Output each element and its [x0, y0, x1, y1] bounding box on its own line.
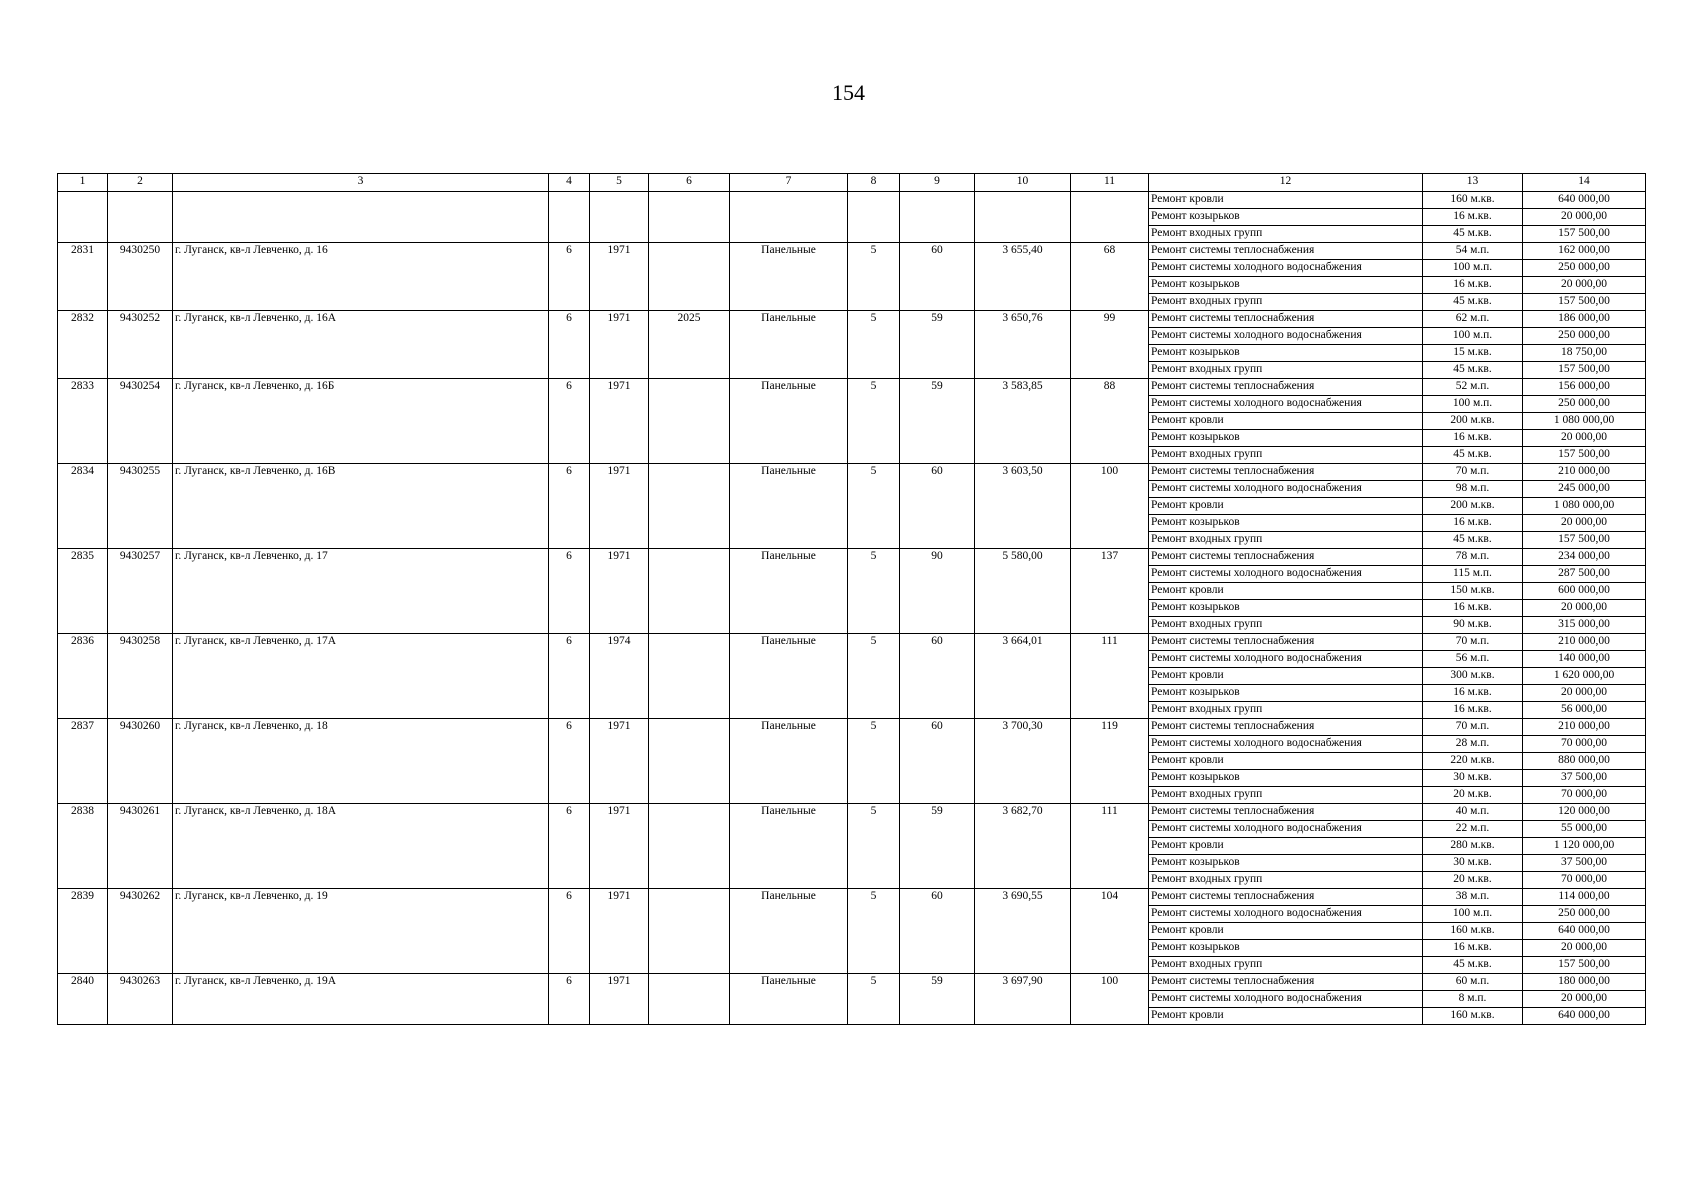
col-11-value: 68	[1071, 243, 1149, 311]
work-name: Ремонт входных групп	[1149, 447, 1423, 464]
work-name: Ремонт козырьков	[1149, 855, 1423, 872]
wall-material: Панельные	[730, 379, 848, 464]
work-name: Ремонт системы холодного водоснабжения	[1149, 566, 1423, 583]
work-cost: 640 000,00	[1523, 923, 1646, 940]
col-4-value: 6	[549, 634, 590, 719]
built-year: 1971	[590, 379, 649, 464]
table-row	[58, 889, 1646, 906]
column-number-3: 3	[173, 174, 549, 192]
work-name: Ремонт системы холодного водоснабжения	[1149, 906, 1423, 923]
floors-count: 5	[848, 804, 900, 889]
building-address: г. Луганск, кв-л Левченко, д. 16	[173, 243, 549, 311]
work-name: Ремонт системы теплоснабжения	[1149, 243, 1423, 260]
building-code: 9430261	[108, 804, 173, 889]
built-year: 1971	[590, 804, 649, 889]
total-area: 3 655,40	[975, 243, 1071, 311]
building-address: г. Луганск, кв-л Левченко, д. 19	[173, 889, 549, 974]
building-address: г. Луганск, кв-л Левченко, д. 16А	[173, 311, 549, 379]
work-name: Ремонт входных групп	[1149, 872, 1423, 889]
col-6-value	[649, 889, 730, 974]
wall-material: Панельные	[730, 311, 848, 379]
building-address: г. Луганск, кв-л Левченко, д. 17А	[173, 634, 549, 719]
work-name: Ремонт системы теплоснабжения	[1149, 804, 1423, 821]
work-name: Ремонт входных групп	[1149, 957, 1423, 974]
work-name: Ремонт кровли	[1149, 753, 1423, 770]
page-number: 154	[832, 80, 865, 105]
built-year: 1971	[590, 311, 649, 379]
built-year: 1971	[590, 243, 649, 311]
col-4-value: 6	[549, 243, 590, 311]
work-name: Ремонт системы холодного водоснабжения	[1149, 821, 1423, 838]
work-quantity: 30 м.кв.	[1423, 855, 1523, 872]
work-cost: 18 750,00	[1523, 345, 1646, 362]
work-cost: 157 500,00	[1523, 362, 1646, 379]
col-9-value: 60	[900, 243, 975, 311]
work-name: Ремонт кровли	[1149, 498, 1423, 515]
col-4-value: 6	[549, 974, 590, 1025]
work-cost: 157 500,00	[1523, 447, 1646, 464]
table-row	[58, 719, 1646, 736]
work-name: Ремонт кровли	[1149, 1008, 1423, 1025]
building-code: 9430257	[108, 549, 173, 634]
work-quantity: 45 м.кв.	[1423, 957, 1523, 974]
wall-material: Панельные	[730, 719, 848, 804]
table-row	[58, 464, 1646, 481]
col-9-value: 90	[900, 549, 975, 634]
table-row	[58, 311, 1646, 328]
building-address: г. Луганск, кв-л Левченко, д. 16Б	[173, 379, 549, 464]
work-quantity: 280 м.кв.	[1423, 838, 1523, 855]
col-9-value: 60	[900, 464, 975, 549]
work-quantity: 70 м.п.	[1423, 464, 1523, 481]
work-quantity: 300 м.кв.	[1423, 668, 1523, 685]
col-11-value: 111	[1071, 634, 1149, 719]
work-quantity: 8 м.п.	[1423, 991, 1523, 1008]
work-quantity: 62 м.п.	[1423, 311, 1523, 328]
column-number-12: 12	[1149, 174, 1423, 192]
floors-count: 5	[848, 719, 900, 804]
work-name: Ремонт козырьков	[1149, 345, 1423, 362]
work-quantity: 16 м.кв.	[1423, 702, 1523, 719]
work-name: Ремонт кровли	[1149, 413, 1423, 430]
work-cost: 157 500,00	[1523, 226, 1646, 243]
total-area: 3 700,30	[975, 719, 1071, 804]
floors-count: 5	[848, 549, 900, 634]
column-number-11: 11	[1071, 174, 1149, 192]
row-number: 2840	[58, 974, 108, 1025]
col-6-value	[649, 549, 730, 634]
work-quantity: 28 м.п.	[1423, 736, 1523, 753]
column-number-header	[58, 174, 1646, 192]
work-name: Ремонт системы холодного водоснабжения	[1149, 260, 1423, 277]
empty-cell	[975, 192, 1071, 243]
total-area: 3 697,90	[975, 974, 1071, 1025]
work-quantity: 160 м.кв.	[1423, 923, 1523, 940]
col-11-value: 99	[1071, 311, 1149, 379]
empty-cell	[173, 192, 549, 243]
work-cost: 1 080 000,00	[1523, 413, 1646, 430]
work-quantity: 100 м.п.	[1423, 906, 1523, 923]
work-cost: 56 000,00	[1523, 702, 1646, 719]
building-code: 9430250	[108, 243, 173, 311]
column-number-9: 9	[900, 174, 975, 192]
work-quantity: 16 м.кв.	[1423, 600, 1523, 617]
work-cost: 20 000,00	[1523, 685, 1646, 702]
col-9-value: 59	[900, 379, 975, 464]
work-quantity: 70 м.п.	[1423, 719, 1523, 736]
work-quantity: 45 м.кв.	[1423, 294, 1523, 311]
col-11-value: 137	[1071, 549, 1149, 634]
col-4-value: 6	[549, 889, 590, 974]
col-4-value: 6	[549, 464, 590, 549]
work-quantity: 45 м.кв.	[1423, 362, 1523, 379]
floors-count: 5	[848, 634, 900, 719]
work-cost: 37 500,00	[1523, 770, 1646, 787]
work-quantity: 150 м.кв.	[1423, 583, 1523, 600]
row-number: 2837	[58, 719, 108, 804]
work-quantity: 20 м.кв.	[1423, 787, 1523, 804]
built-year: 1971	[590, 719, 649, 804]
floors-count: 5	[848, 379, 900, 464]
empty-cell	[590, 192, 649, 243]
work-quantity: 78 м.п.	[1423, 549, 1523, 566]
empty-cell	[58, 192, 108, 243]
work-quantity: 100 м.п.	[1423, 260, 1523, 277]
building-code: 9430254	[108, 379, 173, 464]
wall-material: Панельные	[730, 974, 848, 1025]
built-year: 1971	[590, 974, 649, 1025]
column-number-4: 4	[549, 174, 590, 192]
work-cost: 245 000,00	[1523, 481, 1646, 498]
work-name: Ремонт системы холодного водоснабжения	[1149, 991, 1423, 1008]
col-11-value: 119	[1071, 719, 1149, 804]
work-name: Ремонт системы холодного водоснабжения	[1149, 481, 1423, 498]
total-area: 5 580,00	[975, 549, 1071, 634]
work-name: Ремонт козырьков	[1149, 277, 1423, 294]
work-name: Ремонт входных групп	[1149, 362, 1423, 379]
col-11-value: 100	[1071, 464, 1149, 549]
work-quantity: 200 м.кв.	[1423, 498, 1523, 515]
work-quantity: 16 м.кв.	[1423, 685, 1523, 702]
work-name: Ремонт системы теплоснабжения	[1149, 634, 1423, 651]
total-area: 3 682,70	[975, 804, 1071, 889]
building-code: 9430263	[108, 974, 173, 1025]
repair-program-table	[57, 173, 1646, 1025]
table-row	[58, 549, 1646, 566]
work-cost: 640 000,00	[1523, 1008, 1646, 1025]
col-11-value: 111	[1071, 804, 1149, 889]
work-quantity: 160 м.кв.	[1423, 192, 1523, 209]
work-name: Ремонт системы холодного водоснабжения	[1149, 736, 1423, 753]
work-quantity: 38 м.п.	[1423, 889, 1523, 906]
building-address: г. Луганск, кв-л Левченко, д. 16В	[173, 464, 549, 549]
col-4-value: 6	[549, 804, 590, 889]
work-quantity: 98 м.п.	[1423, 481, 1523, 498]
work-name: Ремонт козырьков	[1149, 940, 1423, 957]
column-number-10: 10	[975, 174, 1071, 192]
table-body	[58, 174, 1646, 1025]
row-number: 2834	[58, 464, 108, 549]
work-name: Ремонт кровли	[1149, 668, 1423, 685]
col-6-value	[649, 804, 730, 889]
work-quantity: 16 м.кв.	[1423, 940, 1523, 957]
col-4-value: 6	[549, 379, 590, 464]
work-name: Ремонт входных групп	[1149, 532, 1423, 549]
work-name: Ремонт козырьков	[1149, 515, 1423, 532]
work-name: Ремонт козырьков	[1149, 600, 1423, 617]
column-number-13: 13	[1423, 174, 1523, 192]
work-name: Ремонт входных групп	[1149, 702, 1423, 719]
table-row	[58, 379, 1646, 396]
work-name: Ремонт системы холодного водоснабжения	[1149, 396, 1423, 413]
col-4-value: 6	[549, 719, 590, 804]
empty-cell	[730, 192, 848, 243]
total-area: 3 583,85	[975, 379, 1071, 464]
work-cost: 1 120 000,00	[1523, 838, 1646, 855]
building-address: г. Луганск, кв-л Левченко, д. 18А	[173, 804, 549, 889]
column-number-7: 7	[730, 174, 848, 192]
building-code: 9430255	[108, 464, 173, 549]
work-cost: 20 000,00	[1523, 991, 1646, 1008]
wall-material: Панельные	[730, 804, 848, 889]
row-number: 2835	[58, 549, 108, 634]
work-cost: 250 000,00	[1523, 328, 1646, 345]
work-cost: 37 500,00	[1523, 855, 1646, 872]
building-address: г. Луганск, кв-л Левченко, д. 18	[173, 719, 549, 804]
work-quantity: 200 м.кв.	[1423, 413, 1523, 430]
empty-cell	[1071, 192, 1149, 243]
wall-material: Панельные	[730, 549, 848, 634]
work-quantity: 16 м.кв.	[1423, 515, 1523, 532]
table-row	[58, 192, 1646, 209]
col-6-value	[649, 719, 730, 804]
work-name: Ремонт кровли	[1149, 192, 1423, 209]
work-quantity: 100 м.п.	[1423, 328, 1523, 345]
work-quantity: 220 м.кв.	[1423, 753, 1523, 770]
row-number: 2833	[58, 379, 108, 464]
work-name: Ремонт кровли	[1149, 923, 1423, 940]
wall-material: Панельные	[730, 464, 848, 549]
work-cost: 140 000,00	[1523, 651, 1646, 668]
work-name: Ремонт козырьков	[1149, 685, 1423, 702]
column-number-14: 14	[1523, 174, 1646, 192]
row-number: 2838	[58, 804, 108, 889]
table-row	[58, 804, 1646, 821]
col-4-value: 6	[549, 549, 590, 634]
built-year: 1971	[590, 889, 649, 974]
col-6-value	[649, 974, 730, 1025]
row-number: 2836	[58, 634, 108, 719]
work-cost: 234 000,00	[1523, 549, 1646, 566]
column-number-1: 1	[58, 174, 108, 192]
building-code: 9430260	[108, 719, 173, 804]
work-cost: 20 000,00	[1523, 600, 1646, 617]
work-quantity: 22 м.п.	[1423, 821, 1523, 838]
work-quantity: 90 м.кв.	[1423, 617, 1523, 634]
work-cost: 210 000,00	[1523, 719, 1646, 736]
work-cost: 640 000,00	[1523, 192, 1646, 209]
work-cost: 20 000,00	[1523, 209, 1646, 226]
work-cost: 162 000,00	[1523, 243, 1646, 260]
work-name: Ремонт системы теплоснабжения	[1149, 719, 1423, 736]
wall-material: Панельные	[730, 243, 848, 311]
work-quantity: 16 м.кв.	[1423, 209, 1523, 226]
work-cost: 1 080 000,00	[1523, 498, 1646, 515]
work-name: Ремонт кровли	[1149, 583, 1423, 600]
work-cost: 55 000,00	[1523, 821, 1646, 838]
col-9-value: 59	[900, 311, 975, 379]
work-quantity: 45 м.кв.	[1423, 447, 1523, 464]
work-cost: 250 000,00	[1523, 260, 1646, 277]
work-cost: 156 000,00	[1523, 379, 1646, 396]
work-name: Ремонт кровли	[1149, 838, 1423, 855]
work-name: Ремонт системы холодного водоснабжения	[1149, 328, 1423, 345]
work-quantity: 16 м.кв.	[1423, 277, 1523, 294]
floors-count: 5	[848, 889, 900, 974]
wall-material: Панельные	[730, 889, 848, 974]
work-cost: 186 000,00	[1523, 311, 1646, 328]
work-cost: 20 000,00	[1523, 430, 1646, 447]
total-area: 3 650,76	[975, 311, 1071, 379]
work-name: Ремонт системы теплоснабжения	[1149, 379, 1423, 396]
col-6-value	[649, 243, 730, 311]
work-quantity: 60 м.п.	[1423, 974, 1523, 991]
floors-count: 5	[848, 243, 900, 311]
work-quantity: 100 м.п.	[1423, 396, 1523, 413]
work-name: Ремонт козырьков	[1149, 209, 1423, 226]
col-9-value: 60	[900, 634, 975, 719]
col-6-value: 2025	[649, 311, 730, 379]
work-cost: 70 000,00	[1523, 872, 1646, 889]
floors-count: 5	[848, 311, 900, 379]
work-quantity: 56 м.п.	[1423, 651, 1523, 668]
work-quantity: 40 м.п.	[1423, 804, 1523, 821]
column-number-5: 5	[590, 174, 649, 192]
work-cost: 70 000,00	[1523, 787, 1646, 804]
work-name: Ремонт системы теплоснабжения	[1149, 974, 1423, 991]
table-row	[58, 634, 1646, 651]
work-name: Ремонт входных групп	[1149, 226, 1423, 243]
column-number-6: 6	[649, 174, 730, 192]
building-code: 9430262	[108, 889, 173, 974]
built-year: 1971	[590, 549, 649, 634]
empty-cell	[649, 192, 730, 243]
work-quantity: 70 м.п.	[1423, 634, 1523, 651]
work-quantity: 54 м.п.	[1423, 243, 1523, 260]
work-quantity: 115 м.п.	[1423, 566, 1523, 583]
col-11-value: 100	[1071, 974, 1149, 1025]
row-number: 2832	[58, 311, 108, 379]
column-number-8: 8	[848, 174, 900, 192]
work-quantity: 20 м.кв.	[1423, 872, 1523, 889]
col-9-value: 59	[900, 974, 975, 1025]
col-6-value	[649, 634, 730, 719]
work-cost: 20 000,00	[1523, 277, 1646, 294]
work-cost: 210 000,00	[1523, 464, 1646, 481]
work-cost: 210 000,00	[1523, 634, 1646, 651]
total-area: 3 664,01	[975, 634, 1071, 719]
work-cost: 600 000,00	[1523, 583, 1646, 600]
table-row	[58, 974, 1646, 991]
work-quantity: 45 м.кв.	[1423, 226, 1523, 243]
work-quantity: 160 м.кв.	[1423, 1008, 1523, 1025]
empty-cell	[848, 192, 900, 243]
empty-cell	[108, 192, 173, 243]
work-cost: 880 000,00	[1523, 753, 1646, 770]
work-cost: 250 000,00	[1523, 906, 1646, 923]
work-quantity: 45 м.кв.	[1423, 532, 1523, 549]
row-number: 2831	[58, 243, 108, 311]
work-cost: 20 000,00	[1523, 515, 1646, 532]
work-name: Ремонт козырьков	[1149, 770, 1423, 787]
table-row	[58, 243, 1646, 260]
row-number: 2839	[58, 889, 108, 974]
floors-count: 5	[848, 464, 900, 549]
building-code: 9430252	[108, 311, 173, 379]
built-year: 1971	[590, 464, 649, 549]
work-cost: 120 000,00	[1523, 804, 1646, 821]
col-11-value: 104	[1071, 889, 1149, 974]
work-cost: 157 500,00	[1523, 294, 1646, 311]
work-cost: 157 500,00	[1523, 532, 1646, 549]
work-cost: 20 000,00	[1523, 940, 1646, 957]
total-area: 3 603,50	[975, 464, 1071, 549]
work-name: Ремонт входных групп	[1149, 787, 1423, 804]
work-name: Ремонт системы теплоснабжения	[1149, 889, 1423, 906]
work-quantity: 30 м.кв.	[1423, 770, 1523, 787]
built-year: 1974	[590, 634, 649, 719]
work-cost: 157 500,00	[1523, 957, 1646, 974]
floors-count: 5	[848, 974, 900, 1025]
work-quantity: 52 м.п.	[1423, 379, 1523, 396]
col-6-value	[649, 379, 730, 464]
building-code: 9430258	[108, 634, 173, 719]
work-name: Ремонт козырьков	[1149, 430, 1423, 447]
work-cost: 315 000,00	[1523, 617, 1646, 634]
col-9-value: 59	[900, 804, 975, 889]
work-cost: 180 000,00	[1523, 974, 1646, 991]
work-cost: 1 620 000,00	[1523, 668, 1646, 685]
empty-cell	[900, 192, 975, 243]
work-name: Ремонт входных групп	[1149, 617, 1423, 634]
work-quantity: 16 м.кв.	[1423, 430, 1523, 447]
work-quantity: 15 м.кв.	[1423, 345, 1523, 362]
col-9-value: 60	[900, 719, 975, 804]
work-cost: 114 000,00	[1523, 889, 1646, 906]
work-name: Ремонт системы теплоснабжения	[1149, 311, 1423, 328]
wall-material: Панельные	[730, 634, 848, 719]
work-name: Ремонт системы теплоснабжения	[1149, 549, 1423, 566]
col-6-value	[649, 464, 730, 549]
building-address: г. Луганск, кв-л Левченко, д. 17	[173, 549, 549, 634]
building-address: г. Луганск, кв-л Левченко, д. 19А	[173, 974, 549, 1025]
work-name: Ремонт системы холодного водоснабжения	[1149, 651, 1423, 668]
total-area: 3 690,55	[975, 889, 1071, 974]
work-name: Ремонт системы теплоснабжения	[1149, 464, 1423, 481]
col-4-value: 6	[549, 311, 590, 379]
col-11-value: 88	[1071, 379, 1149, 464]
work-name: Ремонт входных групп	[1149, 294, 1423, 311]
column-number-2: 2	[108, 174, 173, 192]
col-9-value: 60	[900, 889, 975, 974]
work-cost: 70 000,00	[1523, 736, 1646, 753]
empty-cell	[549, 192, 590, 243]
work-cost: 250 000,00	[1523, 396, 1646, 413]
work-cost: 287 500,00	[1523, 566, 1646, 583]
